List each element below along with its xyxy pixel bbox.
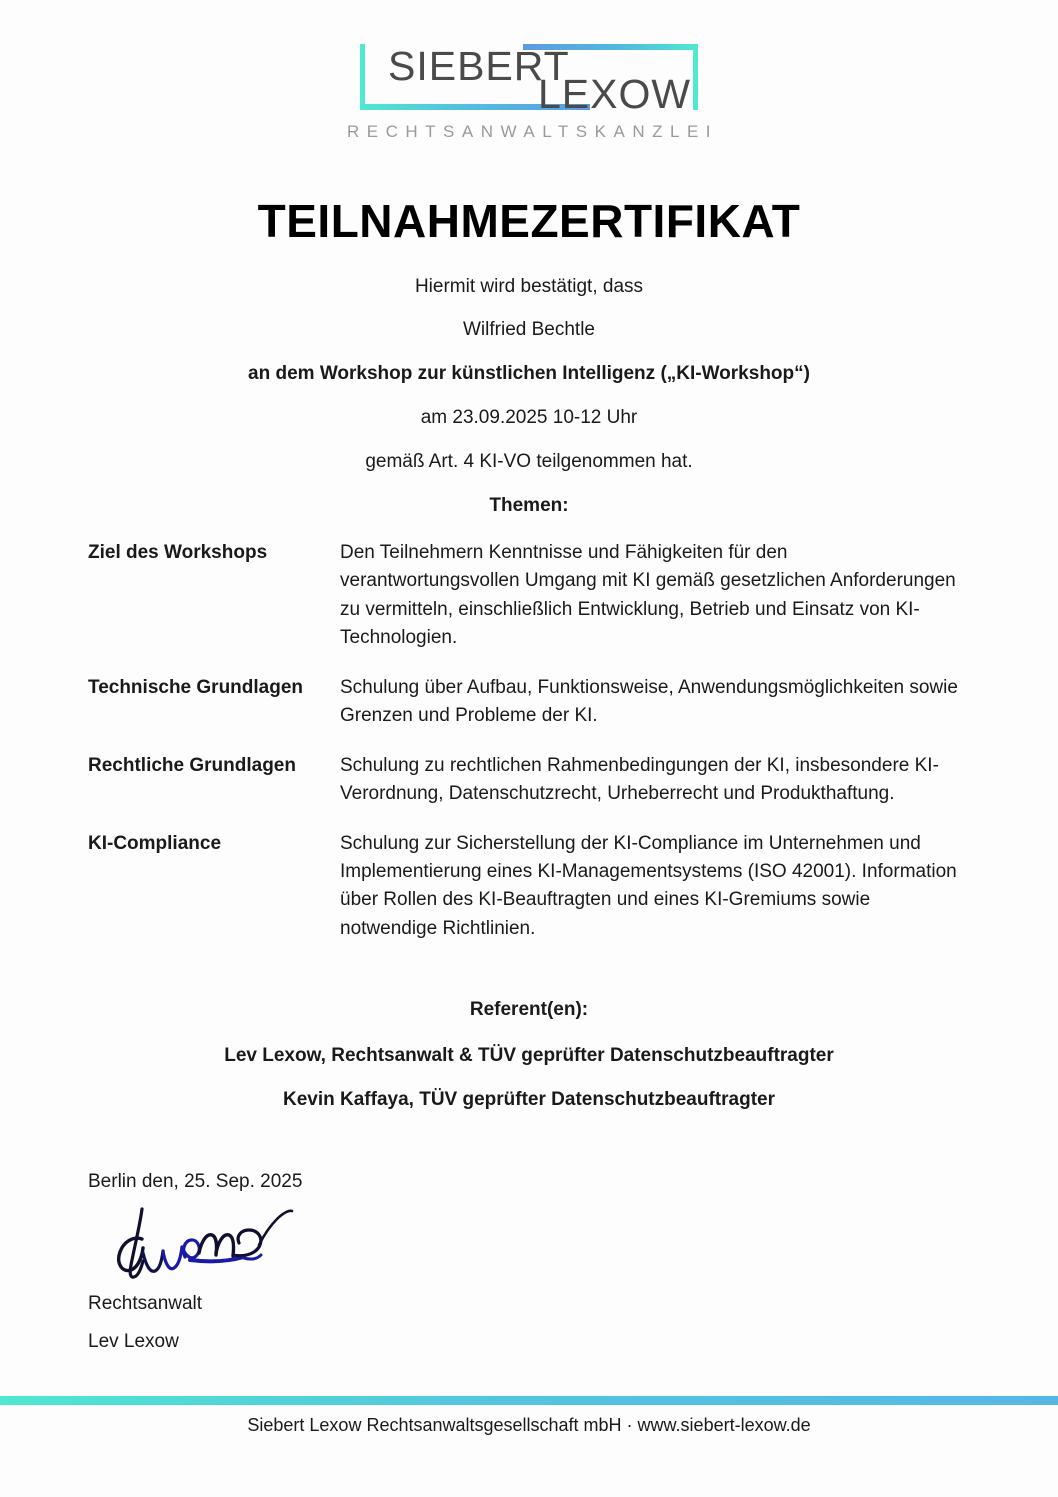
logo-mark	[360, 42, 698, 117]
logo-word-siebert: SIEBERT	[388, 43, 570, 89]
table-row	[88, 830, 970, 942]
topics-heading: Themen:	[489, 495, 569, 517]
footer-divider	[0, 1396, 1058, 1405]
speaker-entry: Lev Lexow, Rechtsanwalt & TÜV geprüfter Datenschutzbeauftragter	[224, 1044, 834, 1066]
footer-text: Siebert Lexow Rechtsanwaltsgesellschaft mbH · www.siebert-lexow.de	[247, 1415, 811, 1435]
handwritten-signature-icon	[102, 1203, 312, 1289]
page-title: TEILNAHMEZERTIFIKAT	[257, 195, 801, 247]
topic-label: Rechtliche Grundlagen	[88, 755, 296, 776]
table-row	[88, 674, 970, 730]
logo-subtitle: RECHTSANWALTSKANZLEI	[346, 122, 719, 141]
workshop-title-line: an dem Workshop zur künstlichen Intelligenz („KI-Workshop“)	[248, 363, 810, 385]
topic-description: Schulung zur Sicherstellung der KI-Compliance im Unternehmen und Implementierung eines KI-Managementsystems (ISO 42001). Information über Rollen des KI-Beauftragten und eines KI-Gremiums sowie notwendige Richtlinien.	[340, 833, 957, 939]
intro-confirmation-line: Hiermit wird bestätigt, dass	[414, 275, 644, 297]
topic-description: Schulung über Aufbau, Funktionsweise, Anwendungsmöglichkeiten sowie Grenzen und Probleme der KI.	[340, 676, 958, 726]
logo-frame-right-bar	[693, 44, 698, 110]
signature-block	[0, 1171, 1058, 1353]
topic-label: Technische Grundlagen	[88, 676, 304, 698]
signature-name: Lev Lexow	[88, 1330, 179, 1352]
speakers-section	[0, 999, 1058, 1111]
topics-table	[88, 539, 970, 942]
company-logo	[0, 42, 1058, 142]
speakers-heading: Referent(en):	[469, 998, 589, 1020]
topic-label: Ziel des Workshops	[88, 542, 268, 564]
topic-label: KI-Compliance	[88, 833, 222, 855]
logo-frame-left-bar	[360, 44, 365, 110]
workshop-date-line: am 23.09.2025 10-12 Uhr	[420, 406, 638, 428]
topic-description: Den Teilnehmern Kenntnisse und Fähigkeiten für den verantwortungsvollen Umgang mit KI gemäß gesetzlichen Anforderungen zu vermitteln, einschließlich Entwicklung, Betrieb und Einsatz von KI-Technologien.	[340, 542, 956, 648]
participant-name: Wilfried Bechtle	[463, 319, 595, 341]
table-row	[88, 752, 970, 808]
speaker-entry: Kevin Kaffaya, TÜV geprüfter Datenschutzbeauftragter	[283, 1088, 775, 1110]
signature-role: Rechtsanwalt	[88, 1292, 203, 1314]
certificate-body	[0, 196, 1058, 1353]
legal-basis-line: gemäß Art. 4 KI-VO teilgenommen hat.	[365, 450, 693, 472]
signature-place-date: Berlin den, 25. Sep. 2025	[88, 1170, 303, 1192]
logo-word-lexow: LEXOW	[538, 71, 692, 117]
table-row	[88, 539, 970, 651]
topic-description: Schulung zu rechtlichen Rahmenbedingungen der KI, insbesondere KI-Verordnung, Datenschutzrecht, Urheberrecht und Produkthaftung.	[340, 755, 939, 805]
